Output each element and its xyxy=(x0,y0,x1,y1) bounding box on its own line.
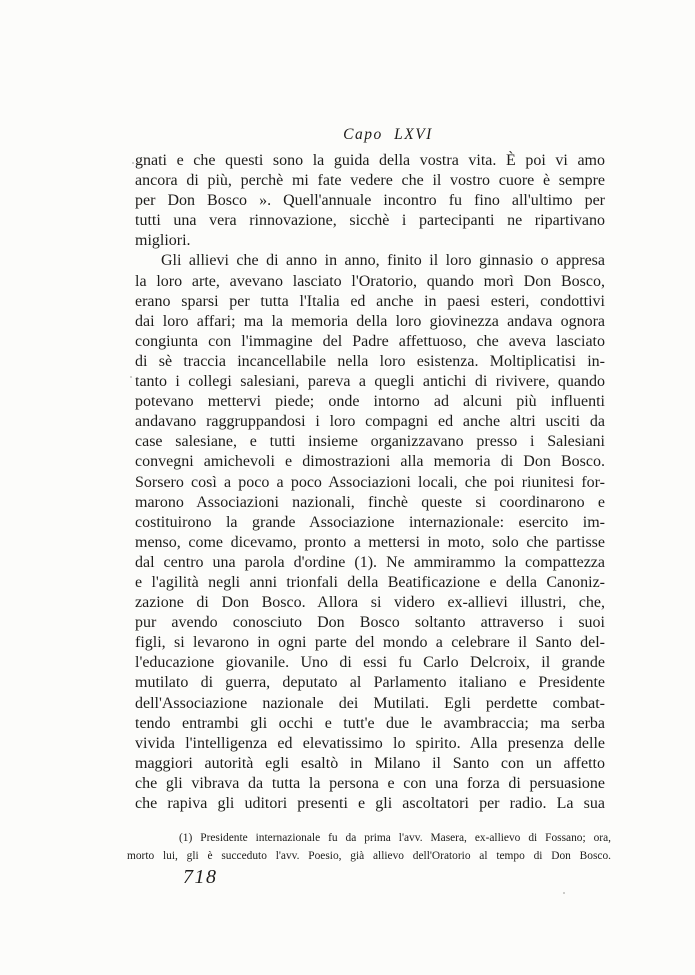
text-line: dal centro una parola d'ordine (1). Ne ammirammo la compattezza xyxy=(135,553,605,571)
text-line: zazione di Don Bosco. Allora si videro ex-allievi illustri, che, xyxy=(135,594,605,612)
scan-speck xyxy=(563,892,565,894)
text-line: che rapiva gli uditori presenti e gli ascoltatori per radio. La sua xyxy=(135,795,605,812)
text-line: case salesiane, e tutti insieme organizzavano presso i Salesiani xyxy=(135,433,605,451)
text-line: Sorsero così a poco a poco Associazioni locali, che poi riunitesi for- xyxy=(135,473,605,491)
text-line: per Don Bosco ». Quell'annuale incontro fu fino all'ultimo per xyxy=(135,192,605,210)
text-line: (1) Presidente internazionale fu da prima l'avv. Masera, ex-allievo di Fossano; ora, xyxy=(179,832,611,844)
text-line: migliori. xyxy=(135,232,191,250)
text-line: erano sparsi per tutta l'Italia ed anche in paesi esteri, condottivi xyxy=(135,292,605,310)
text-line: figli, si levarono in ogni parte del mondo a celebrare il Santo del- xyxy=(135,634,605,652)
text-line: tendo entrambi gli occhi e tutt'e due le avambraccia; ma serba xyxy=(135,714,605,732)
footnote xyxy=(127,830,611,865)
text-line: costituirono la grande Associazione internazionale: esercito im- xyxy=(135,513,605,531)
chapter-running-head: Capo LXVI xyxy=(343,126,433,143)
text-line: congiunta con l'immagine del Padre affettuoso, che aveva lasciato xyxy=(135,332,605,350)
text-line: dai loro affari; ma la memoria della loro giovinezza andava ognora xyxy=(135,312,605,330)
text-line: l'educazione giovanile. Uno di essi fu Carlo Delcroix, il grande xyxy=(135,654,605,672)
scan-speck xyxy=(130,376,132,378)
text-line: vivida l'intelligenza ed elevatissimo lo spirito. Alla presenza delle xyxy=(135,734,605,752)
text-line: andavano raggruppandosi i loro compagni ed anche altri usciti da xyxy=(135,413,605,431)
scan-speck xyxy=(132,162,134,164)
paragraph-continuation xyxy=(135,151,605,251)
text-line: maggiori autorità egli esaltò in Milano il Santo con un affetto xyxy=(135,754,605,772)
text-line: pur avendo conosciuto Don Bosco soltanto attraverso i suoi xyxy=(135,614,605,632)
text-line: di sè traccia incancellabile nella loro esistenza. Moltiplicatisi in- xyxy=(135,352,605,370)
text-line: marono Associazioni nazionali, finchè queste si coordinarono e xyxy=(135,493,605,511)
text-line: mutilato di guerra, deputato al Parlamento italiano e Presidente xyxy=(135,674,605,692)
text-line: la loro arte, avevano lasciato l'Oratorio, quando morì Don Bosco, xyxy=(135,272,605,290)
text-line: potevano mettervi piede; onde intorno ad alcuni più influenti xyxy=(135,393,605,411)
text-line: tutti una vera rinnovazione, sicchè i partecipanti ne ripartivano xyxy=(135,212,605,230)
text-line: dell'Associazione nazionale dei Mutilati. Egli perdette combat- xyxy=(135,694,605,712)
page-number: 718 xyxy=(183,866,218,888)
paragraph xyxy=(135,251,605,814)
text-line: Gli allievi che di anno in anno, finito il loro ginnasio o appresa xyxy=(161,252,605,270)
main-text-block xyxy=(135,151,605,814)
text-line: convegni amichevoli e dimostrazioni alla memoria di Don Bosco. xyxy=(135,453,605,471)
text-line: tanto i collegi salesiani, pareva a quegli antichi di rivivere, quando xyxy=(135,373,605,391)
text-line: menso, come dicevamo, pronto a mettersi in moto, solo che partisse xyxy=(135,533,605,551)
text-line: e l'agilità negli anni trionfali della Beatificazione e della Canoniz- xyxy=(135,573,605,591)
text-line: che gli vibrava da tutta la persona e con una forza di persuasione xyxy=(135,774,605,792)
text-line: ancora di più, perchè mi fate vedere che il vostro cuore è sempre xyxy=(135,172,605,190)
text-line: gnati e che questi sono la guida della vostra vita. È poi vi amo xyxy=(135,152,605,169)
text-line: morto lui, gli è succeduto l'avv. Poesio, già allievo dell'Oratorio al tempo di Don Bosco. xyxy=(127,849,611,862)
